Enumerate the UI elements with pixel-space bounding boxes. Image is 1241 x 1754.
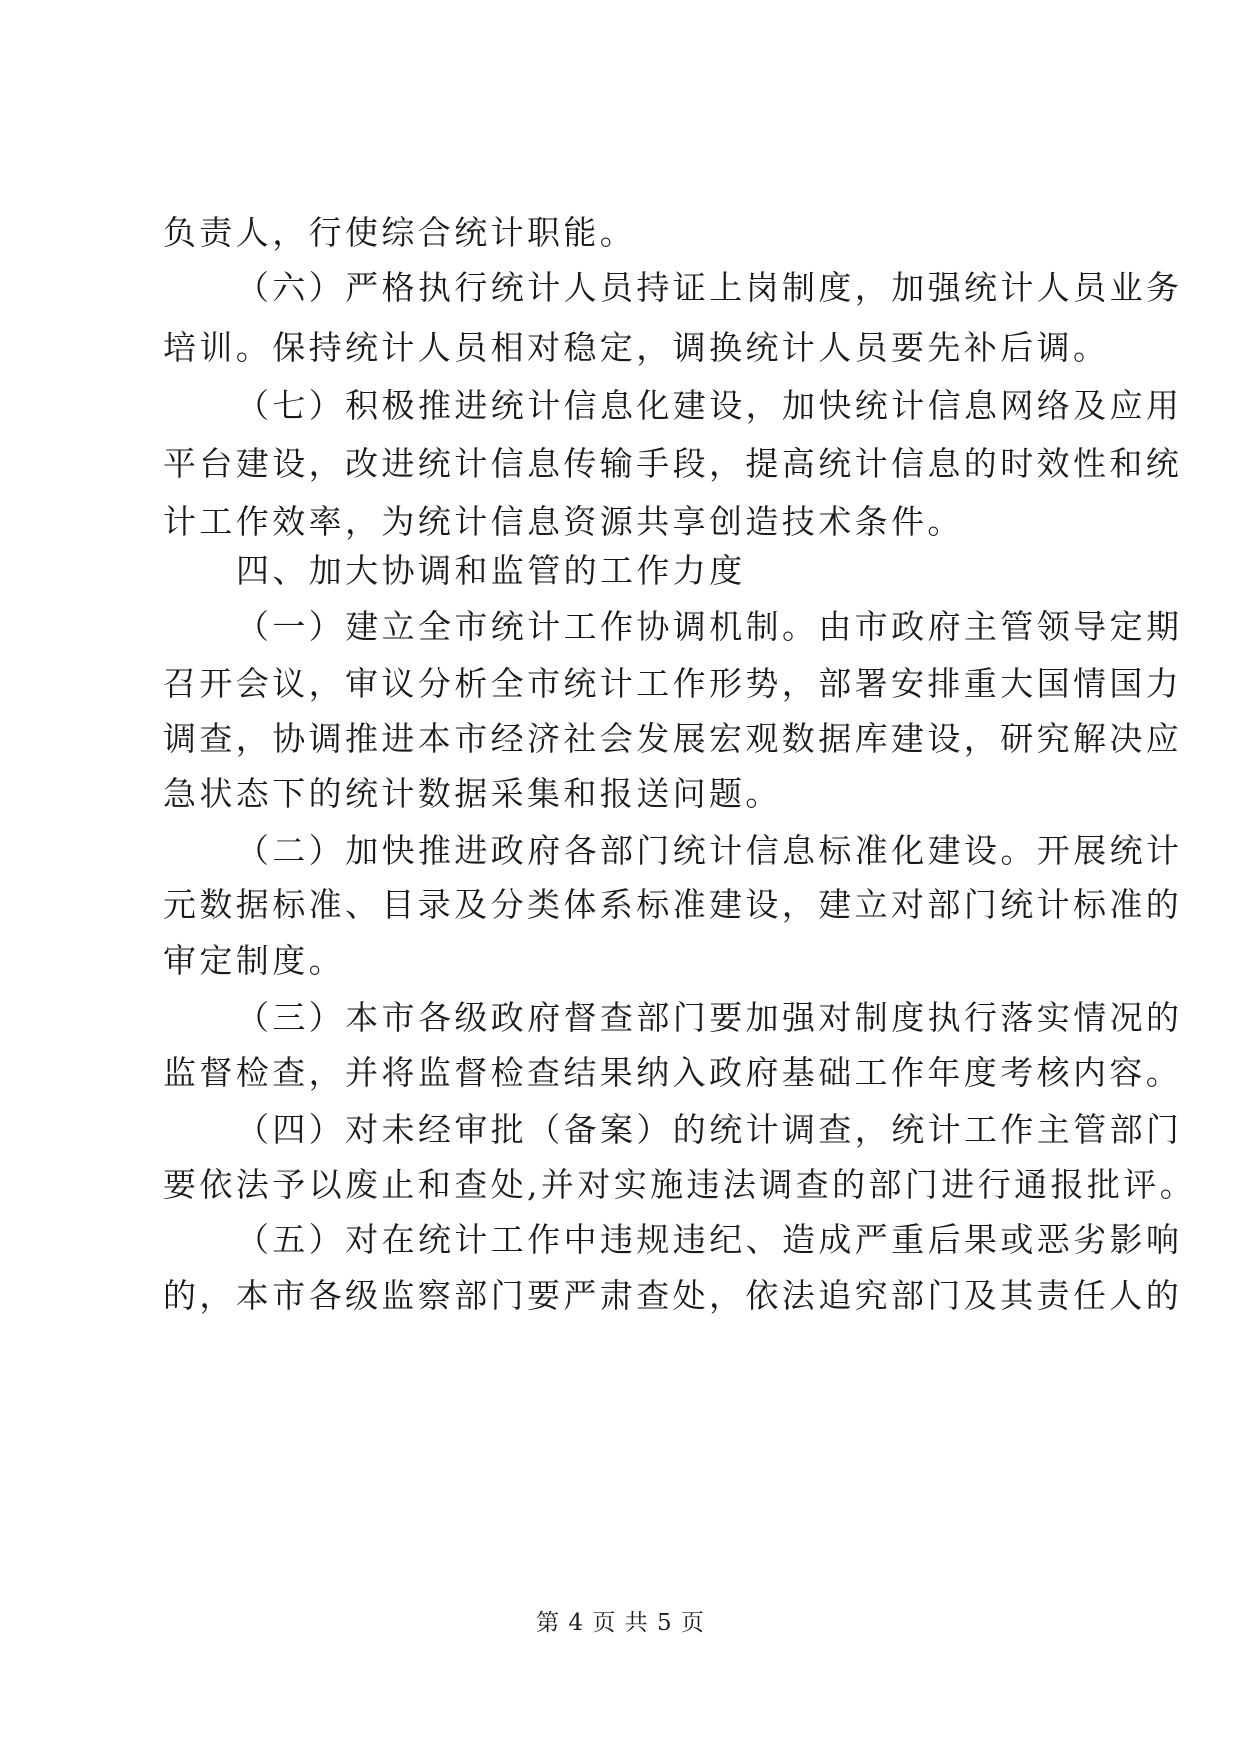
page-number-footer: 第 4 页 共 5 页	[536, 1610, 705, 1636]
text-line-6: 计工作效率，为统计信息资源共享创造技术条件。	[163, 502, 964, 541]
text-line-19: （五）对在统计工作中违规违纪、造成严重后果或恶劣影响	[236, 1220, 1183, 1259]
text-line-4: （七）积极推进统计信息化建设，加快统计信息网络及应用	[236, 386, 1183, 425]
text-line-20: 的，本市各级监察部门要严肃查处，依法追究部门及其责任人的	[163, 1276, 1183, 1315]
text-line-17: （四）对未经审批（备案）的统计调查，统计工作主管部门	[236, 1110, 1183, 1149]
text-line-12: （二）加快推进政府各部门统计信息标准化建设。开展统计	[236, 831, 1183, 870]
text-line-5: 平台建设，改进统计信息传输手段，提高统计信息的时效性和统	[163, 444, 1183, 483]
text-line-1: 负责人，行使综合统计职能。	[163, 213, 637, 252]
text-line-9: 召开会议，审议分析全市统计工作形势，部署安排重大国情国力	[163, 664, 1183, 703]
text-line-13: 元数据标准、目录及分类体系标准建设，建立对部门统计标准的	[163, 885, 1183, 924]
text-line-18: 要依法予以废止和查处,并对实施违法调查的部门进行通报批评。	[163, 1165, 1197, 1204]
text-line-2: （六）严格执行统计人员持证上岗制度，加强统计人员业务	[236, 268, 1183, 307]
text-line-8: （一）建立全市统计工作协调机制。由市政府主管领导定期	[236, 607, 1183, 646]
text-line-15: （三）本市各级政府督查部门要加强对制度执行落实情况的	[236, 998, 1183, 1037]
text-line-11: 急状态下的统计数据采集和报送问题。	[163, 774, 782, 813]
text-line-10: 调查，协调推进本市经济社会发展宏观数据库建设，研究解决应	[163, 719, 1183, 758]
text-line-3: 培训。保持统计人员相对稳定，调换统计人员要先补后调。	[163, 328, 1110, 367]
section-heading: 四、加大协调和监管的工作力度	[236, 551, 746, 590]
text-line-14: 审定制度。	[163, 941, 345, 980]
text-line-16: 监督检查，并将监督检查结果纳入政府基础工作年度考核内容。	[163, 1053, 1183, 1092]
